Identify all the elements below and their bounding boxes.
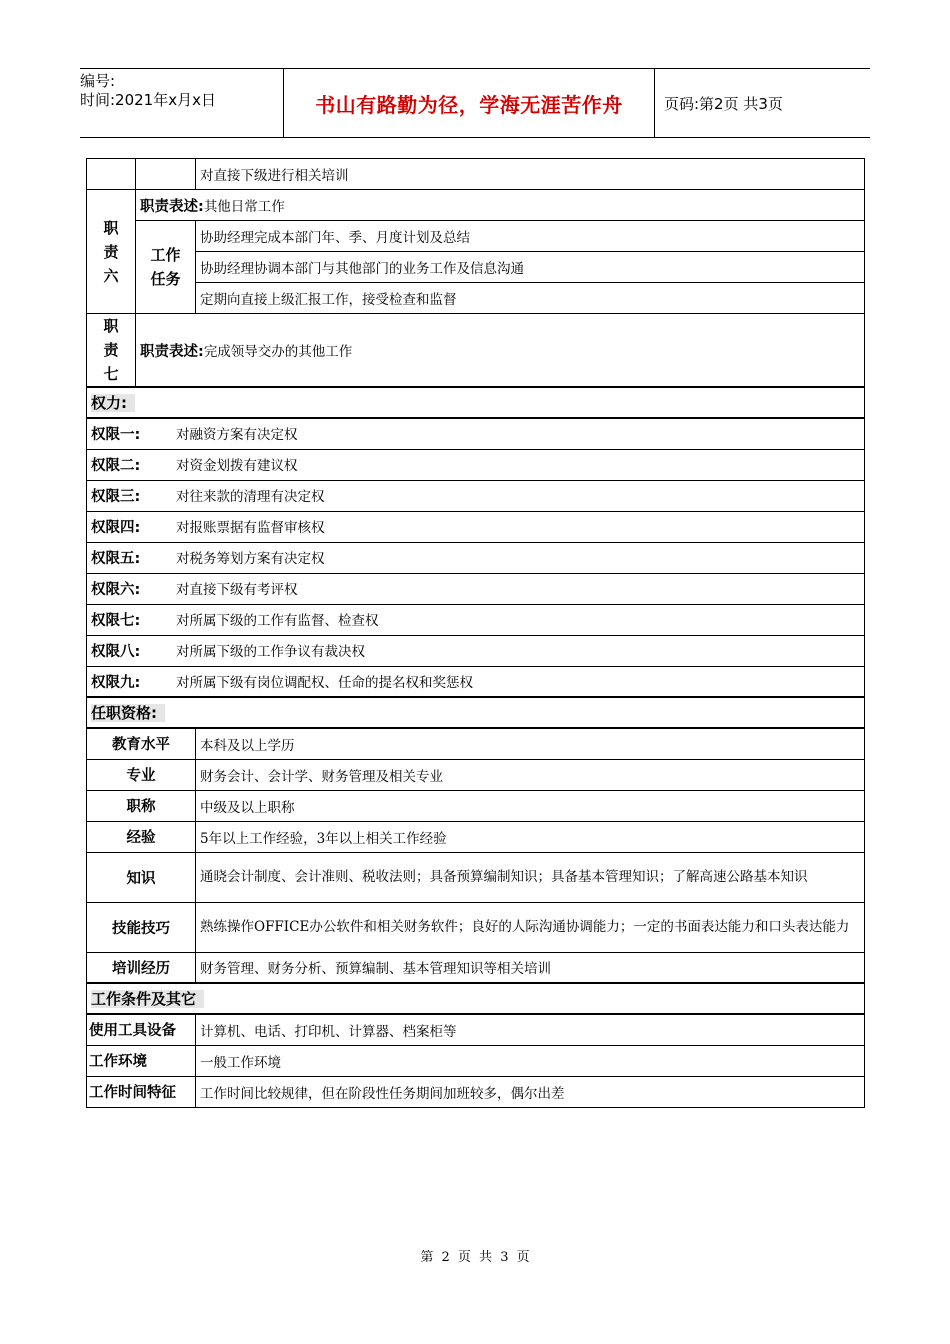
qualifications-section-header: [87, 697, 865, 728]
authority-text: 对所属下级的工作有监督、检查权: [176, 613, 379, 629]
authority-label: 权限四:: [91, 520, 141, 536]
qualifications-title: 任职资格:: [91, 704, 165, 722]
condition-row: [87, 1045, 865, 1076]
table-row: [87, 190, 865, 221]
qualification-text: 中级及以上职称: [196, 790, 865, 821]
document-number-label: 编号:: [80, 72, 116, 90]
duty6-statement-label: 职责表述:: [140, 198, 204, 215]
qualification-row: [87, 821, 865, 852]
duty6-task: 协助经理协调本部门与其他部门的业务工作及信息沟通: [196, 252, 865, 283]
page-header: [80, 68, 870, 138]
authority-text: 对直接下级有考评权: [176, 582, 298, 598]
authority-text: 对融资方案有决定权: [176, 427, 298, 444]
table-row: [87, 252, 865, 283]
authority-text: 对报账票据有监督审核权: [176, 520, 325, 536]
qualification-row: [87, 759, 865, 790]
authority-title: 权力:: [91, 394, 135, 412]
qualification-text: 财务管理、财务分析、预算编制、基本管理知识等相关培训: [196, 952, 865, 983]
authority-section-header: [87, 387, 865, 418]
condition-text: 计算机、电话、打印机、计算器、档案柜等: [196, 1014, 865, 1045]
duty7-statement: [136, 314, 865, 388]
authority-label: 权限五:: [91, 551, 141, 567]
qualification-label: 职称: [87, 790, 196, 821]
authority-label: 权限三:: [91, 489, 141, 505]
authority-row: [87, 449, 865, 480]
condition-label: 工作环境: [87, 1045, 196, 1076]
table-row: [87, 314, 865, 388]
header-motto: 书山有路勤为径，学海无涯苦作舟: [283, 69, 655, 137]
qualification-row: [87, 728, 865, 759]
duty6-statement-text: 其他日常工作: [203, 198, 285, 215]
qualification-row: [87, 852, 865, 902]
duty6-label: 职 责 六: [87, 190, 136, 314]
authority-text: 对所属下级有岗位调配权、任命的提名权和奖惩权: [176, 674, 473, 691]
qualification-text: 通晓会计制度、会计准则、税收法则；具备预算编制知识；具备基本管理知识；了解高速公路基本知识: [196, 852, 865, 902]
qualification-label: 专业: [87, 759, 196, 790]
authority-label: 权限八:: [91, 644, 141, 660]
qualification-text: 5年以上工作经验，3年以上相关工作经验: [196, 821, 865, 852]
qualification-row: [87, 952, 865, 983]
authority-text: 对所属下级的工作争议有裁决权: [176, 644, 365, 660]
conditions-section-header: [87, 983, 865, 1014]
condition-row: [87, 1014, 865, 1045]
authority-label: 权限七:: [91, 613, 141, 629]
authority-row: [87, 635, 865, 666]
authority-row: [87, 573, 865, 604]
table-row: [87, 159, 865, 190]
condition-label: 工作时间特征: [87, 1076, 196, 1107]
qualification-label: 技能技巧: [87, 902, 196, 952]
authority-row: [87, 604, 865, 635]
authority-text: 对往来款的清理有决定权: [176, 489, 325, 505]
header-page-info: 页码:第2页 共3页: [664, 94, 783, 113]
authority-text: 对资金划拨有建议权: [176, 458, 298, 474]
qualification-label: 教育水平: [87, 728, 196, 759]
qualification-text: 本科及以上学历: [196, 728, 865, 759]
duty6-statement: [136, 190, 865, 221]
conditions-title: 工作条件及其它: [91, 990, 204, 1008]
authority-text: 对税务筹划方案有决定权: [176, 551, 325, 567]
table-row: [87, 283, 865, 314]
qualification-label: 经验: [87, 821, 196, 852]
duty7-statement-label: 职责表述:: [140, 343, 204, 360]
qualification-text: 熟练操作OFFICE办公软件和相关财务软件；良好的人际沟通协调能力；一定的书面表达能力和口头表达能力: [196, 902, 865, 952]
authority-label: 权限九:: [91, 674, 141, 691]
authority-label: 权限一:: [91, 427, 141, 444]
duty6-task: 协助经理完成本部门年、季、月度计划及总结: [196, 221, 865, 252]
duty7-label: 职 责 七: [87, 314, 136, 388]
condition-text: 工作时间比较规律，但在阶段性任务期间加班较多，偶尔出差: [196, 1076, 865, 1107]
qualification-row: [87, 902, 865, 952]
qualification-label: 培训经历: [87, 952, 196, 983]
authority-label: 权限二:: [91, 458, 141, 474]
qualification-label: 知识: [87, 852, 196, 902]
authority-row: [87, 666, 865, 697]
duty7-statement-text: 完成领导交办的其他工作: [203, 343, 353, 360]
authority-label: 权限六:: [91, 582, 141, 598]
condition-label: 使用工具设备: [87, 1014, 196, 1045]
authority-row: [87, 542, 865, 573]
job-description-table: [86, 158, 865, 1108]
qualification-row: [87, 790, 865, 821]
duty6-task: 定期向直接上级汇报工作，接受检查和监督: [196, 283, 865, 314]
authority-row: [87, 480, 865, 511]
document-time-label: 时间:2021年x月x日: [80, 91, 216, 109]
qualification-text: 财务会计、会计学、财务管理及相关专业: [196, 759, 865, 790]
prev-duty-task: 对直接下级进行相关培训: [196, 159, 865, 190]
condition-row: [87, 1076, 865, 1107]
condition-text: 一般工作环境: [196, 1045, 865, 1076]
authority-row: [87, 418, 865, 449]
page-footer: 第 2 页 共 3 页: [420, 1250, 530, 1265]
authority-row: [87, 511, 865, 542]
table-row: [87, 221, 865, 252]
duty6-task-label: 工作 任务: [136, 221, 196, 314]
header-meta: [80, 69, 280, 140]
